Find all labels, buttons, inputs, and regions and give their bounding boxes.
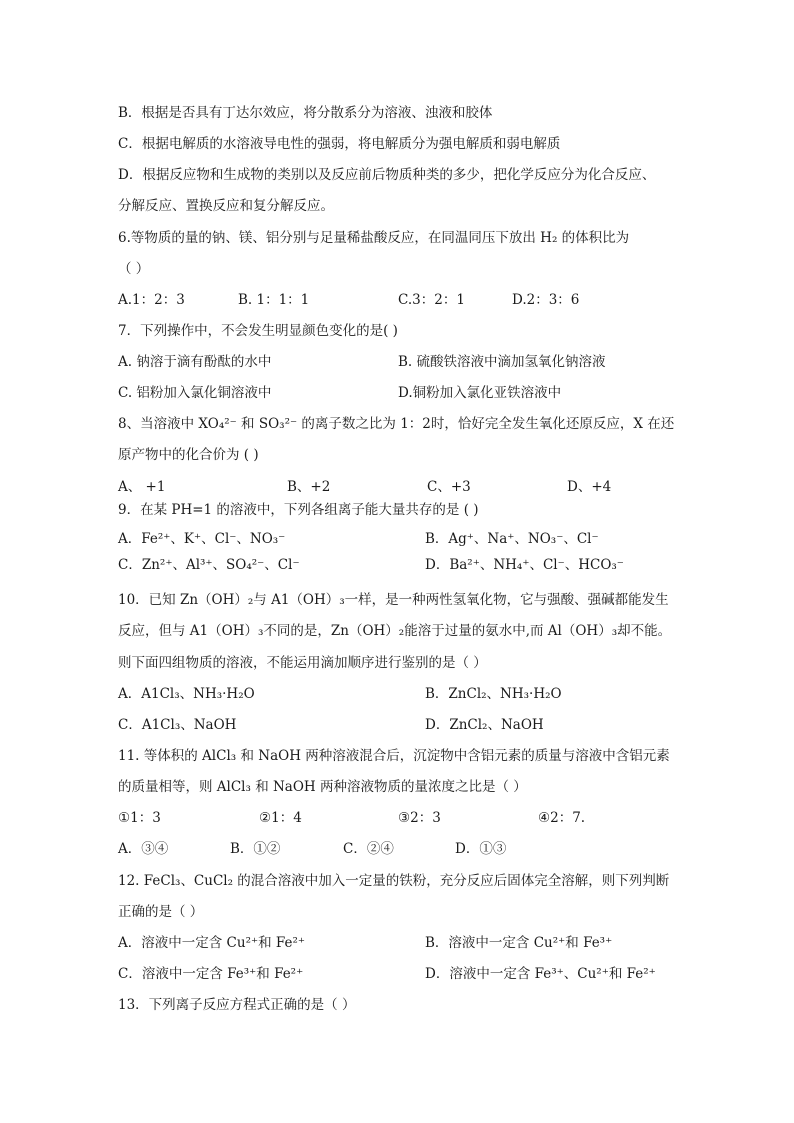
q12-option-b: B．溶液中一定含 Cu²⁺和 Fe³⁺ (425, 935, 613, 951)
q11-option-c: C．②④ (343, 841, 394, 857)
q11-option-b: B．①② (230, 841, 281, 857)
q6-option-c: C.3：2：1 (398, 292, 465, 308)
q5-option-d-line1: D．根据反应物和生成物的类别以及反应前后物质种类的多少，把化学反应分为化合反应、 (118, 167, 656, 183)
q13-stem: 13．下列离子反应方程式正确的是（ ） (118, 997, 356, 1013)
q5-option-c: C．根据电解质的水溶液导电性的强弱，将电解质分为强电解质和弱电解质 (118, 136, 561, 152)
q7-stem: 7．下列操作中，不会发生明显颜色变化的是( ) (118, 323, 398, 339)
q8-option-c: C、+3 (427, 479, 471, 495)
q8-option-d: D、+4 (567, 479, 612, 495)
q10-stem-line2: 反应，但与 A1（OH）₃不同的是，Zn（OH）₂能溶于过量的氨水中,而 Al（OH）₃却不能。 (118, 623, 672, 639)
q9-stem: 9．在某 PH=1 的溶液中，下列各组离子能大量共存的是 ( ) (118, 502, 479, 518)
q10-option-c: C．A1Cl₃、NaOH (118, 717, 237, 733)
q5-option-b: B．根据是否具有丁达尔效应，将分散系分为溶液、浊液和胶体 (118, 105, 493, 121)
q6-option-a: A.1：2：3 (118, 292, 185, 308)
q10-option-d: D．ZnCl₂、NaOH (425, 717, 544, 733)
q9-option-c: C．Zn²⁺、Al³⁺、SO₄²⁻、Cl⁻ (118, 557, 300, 573)
q11-ratio-4: ④2：7. (538, 810, 586, 826)
q10-stem-line3: 则下面四组物质的溶液，不能运用滴加顺序进行鉴别的是（ ） (118, 655, 487, 671)
q6-option-b: B. 1：1：1 (238, 292, 310, 308)
q10-option-a: A．A1Cl₃、NH₃·H₂O (118, 686, 255, 702)
q8-stem-line1: 8、当溶液中 XO₄²⁻ 和 SO₃²⁻ 的离子数之比为 1：2时，恰好完全发生氧化还原反应，X 在还 (118, 416, 675, 432)
q12-stem-line1: 12. FeCl₃、CuCl₂ 的混合溶液中加入一定量的铁粉，充分反应后固体完全溶解，则下列判断 (118, 873, 670, 889)
q8-stem-line2: 原产物中的化合价为 ( ) (118, 447, 259, 463)
q6-stem: 6.等物质的量的钠、镁、铝分别与足量稀盐酸反应，在同温同压下放出 H₂ 的体积比为 (118, 230, 630, 246)
q11-option-d: D．①③ (455, 841, 507, 857)
q6-option-d: D.2：3：6 (512, 292, 580, 308)
q7-option-d: D.铜粉加入氯化亚铁溶液中 (398, 385, 562, 401)
q9-option-a: A．Fe²⁺、K⁺、Cl⁻、NO₃⁻ (118, 531, 286, 547)
q7-option-a: A. 钠溶于滴有酚酞的水中 (118, 354, 272, 370)
q12-option-d: D．溶液中一定含 Fe³⁺、Cu²⁺和 Fe²⁺ (425, 966, 656, 982)
q11-ratio-2: ②1：4 (259, 810, 302, 826)
q9-option-b: B．Ag⁺、Na⁺、NO₃⁻、Cl⁻ (425, 531, 599, 547)
q11-stem-line1: 11. 等体积的 AlCl₃ 和 NaOH 两种溶液混合后，沉淀物中含铝元素的质量与溶液中含铝元素 (118, 748, 670, 764)
q10-stem-line1: 10．已知 Zn（OH）₂与 A1（OH）₃一样，是一种两性氢氧化物，它与强酸、强碱都能发生 (118, 592, 669, 608)
q5-option-d-line2: 分解反应、置换反应和复分解反应。 (118, 198, 334, 214)
q11-stem-line2: 的质量相等，则 AlCl₃ 和 NaOH 两种溶液物质的量浓度之比是（ ） (118, 779, 527, 795)
q11-option-a: A．③④ (118, 841, 169, 857)
q9-option-d: D．Ba²⁺、NH₄⁺、Cl⁻、HCO₃⁻ (425, 557, 624, 573)
q10-option-b: B．ZnCl₂、NH₃·H₂O (425, 686, 562, 702)
q12-stem-line2: 正确的是（ ） (118, 904, 204, 920)
q11-ratio-3: ③2：3 (398, 810, 441, 826)
q12-option-c: C．溶液中一定含 Fe³⁺和 Fe²⁺ (118, 966, 304, 982)
q6-answer-blank: （ ） (118, 261, 150, 277)
q11-ratio-1: ①1：3 (118, 810, 161, 826)
q12-option-a: A．溶液中一定含 Cu²⁺和 Fe²⁺ (118, 935, 306, 951)
q7-option-c: C. 铝粉加入氯化铜溶液中 (118, 385, 272, 401)
q7-option-b: B. 硫酸铁溶液中滴加氢氧化钠溶液 (398, 354, 606, 370)
q8-option-b: B、+2 (287, 479, 331, 495)
q8-option-a: A、 +1 (118, 479, 166, 495)
